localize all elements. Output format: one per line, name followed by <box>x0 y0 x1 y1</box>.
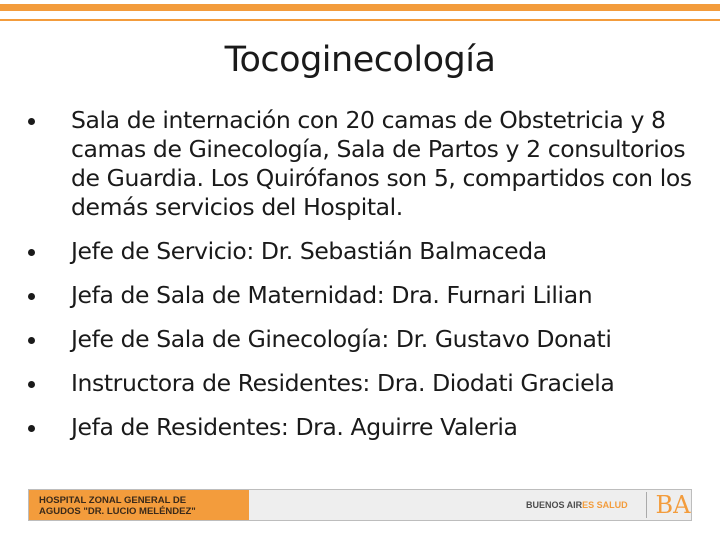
bullet-dot-icon <box>28 249 35 256</box>
bullet-text: Instructora de Residentes: Dra. Diodati Graciela <box>71 369 615 397</box>
buenos-aires-salud-brand <box>526 500 628 510</box>
slide-title: Tocoginecología <box>224 40 496 80</box>
bullet-list <box>28 106 700 457</box>
brand-text-part-2: ES SALUD <box>582 500 628 510</box>
bullet-dot-icon <box>28 425 35 432</box>
bullet-text: Jefa de Residentes: Dra. Aguirre Valeria <box>71 413 518 441</box>
bullet-item <box>28 281 700 310</box>
bullet-dot-icon <box>28 381 35 388</box>
bullet-dot-icon <box>28 118 35 125</box>
bullet-text: Jefa de Sala de Maternidad: Dra. Furnari Lilian <box>71 281 593 309</box>
brand-text-part-1: BUENOS AIR <box>526 500 583 510</box>
bullet-text: Sala de internación con 20 camas de Obstetricia y 8 camas de Ginecología, Sala de Partos y 2 consultorios de Guardia. Los Quirófanos son 5, compartidos con los demás servicios del Hospital. <box>71 106 692 221</box>
footer-banner <box>28 489 692 521</box>
bullet-item <box>28 106 700 222</box>
ba-logo-icon: BA <box>655 491 691 519</box>
hospital-name-line-2: AGUDOS "DR. LUCIO MELÉNDEZ" <box>39 506 196 517</box>
top-accent-bar <box>0 4 720 11</box>
bullet-item <box>28 325 700 354</box>
footer-divider <box>646 492 647 518</box>
bullet-text: Jefe de Servicio: Dr. Sebastián Balmaceda <box>71 237 547 265</box>
bullet-dot-icon <box>28 337 35 344</box>
bullet-item <box>28 413 700 442</box>
hospital-name-line-1: HOSPITAL ZONAL GENERAL DE <box>39 495 187 506</box>
bullet-item <box>28 369 700 398</box>
bullet-item <box>28 237 700 266</box>
top-accent-line <box>0 19 720 21</box>
bullet-text: Jefe de Sala de Ginecología: Dr. Gustavo Donati <box>71 325 612 353</box>
hospital-name-block <box>29 490 249 520</box>
bullet-dot-icon <box>28 293 35 300</box>
